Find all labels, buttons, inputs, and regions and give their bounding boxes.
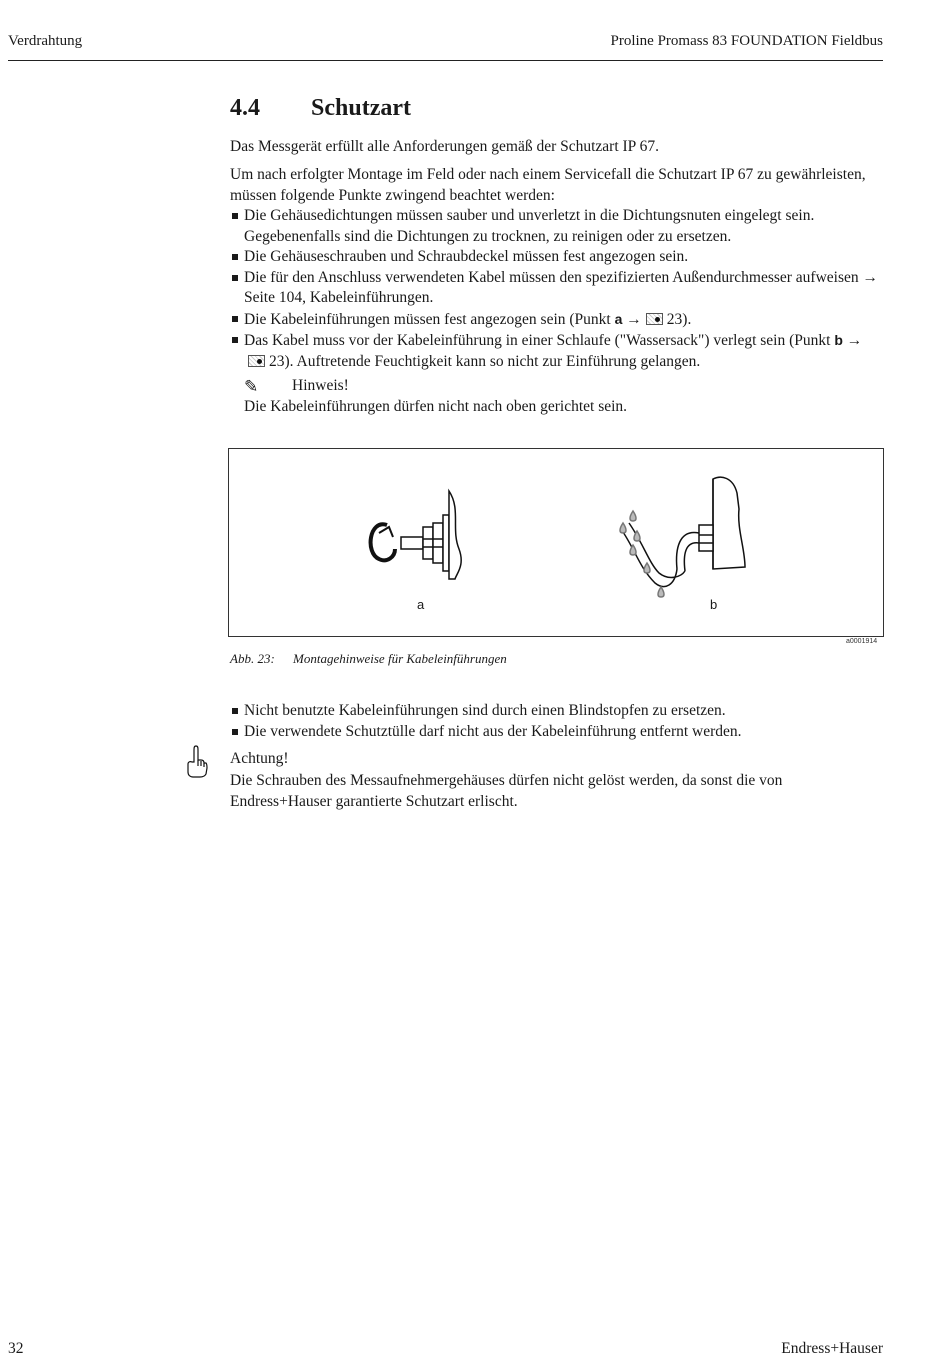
page-link[interactable]: Seite 104, Kabeleinführungen. [244,289,434,306]
section-title: Schutzart [311,95,411,121]
note-text: Die Kabeleinführungen dürfen nicht nach oben gerichtet sein. [244,398,628,415]
figure-code: a0001914 [846,638,878,645]
figure-ref-icon[interactable] [248,355,265,367]
header-rule [8,60,883,61]
additional-requirements-list [230,701,880,742]
figure-frame [228,448,884,637]
running-header-chapter: Verdrahtung [8,33,83,49]
requirements-list [230,206,880,372]
page-number: 32 [8,1340,24,1357]
list-item-text: Nicht benutzte Kabeleinführungen sind durch einen Blindstopfen zu ersetzen. [244,702,726,719]
figure-link[interactable]: 23). Auftretende Feuchtigkeit kann so nicht zur Einführung gelangen. [269,352,701,370]
figure-label-b: b [710,597,718,612]
list-item-text: Die Gehäuseschrauben und Schraubdeckel müssen fest angezogen sein. [244,248,689,265]
list-item [230,206,880,247]
figure-ref-icon[interactable] [646,313,663,325]
figure-caption-text: Montagehinweise für Kabeleinführungen [293,651,507,666]
list-item-text: Die verwendete Schutztülle darf nicht aus der Kabeleinführung entfernt werden. [244,722,742,740]
pencil-icon: ✎ [244,377,259,396]
warning-text: Die Schrauben des Messaufnehmergehäuses dürfen nicht gelöst werden, da sonst die von Endress+Hauser garantierte Schutzart erlischt. [230,772,783,810]
footer-brand: Endress+Hauser [781,1340,883,1357]
arrow-icon: → [862,268,879,286]
arrow-icon: → [626,310,642,328]
note-label: Hinweis! [292,377,349,394]
list-item [230,268,880,309]
list-item-text: Das Kabel muss vor der Kabeleinführung in einer Schlaufe ("Wassersack") verlegt sein (Punkt [244,332,831,349]
list-item-text: Die für den Anschluss verwendeten Kabel müssen den spezifizierten Außendurchmesser aufweisen [244,268,859,286]
cable-gland-illustration [229,449,883,636]
list-item [230,722,880,743]
arrow-icon: → [846,332,863,349]
figure-label-a: a [417,597,425,612]
figure-caption-number: Abb. 23: [230,651,275,666]
list-item [230,330,880,372]
section-number: 4.4 [230,95,260,121]
intro-paragraph: Das Messgerät erfüllt alle Anforderungen gemäß der Schutzart IP 67. [230,138,659,155]
running-header-product: Proline Promass 83 FOUNDATION Fieldbus [610,33,883,49]
list-item [230,247,880,268]
point-key: a [614,310,623,327]
point-key: b [834,332,843,348]
requirements-paragraph: Um nach erfolgter Montage im Feld oder nach einem Servicefall die Schutzart IP 67 zu gewährleisten, müssen folgende Punkte zwingend beachtet werden: [230,166,866,204]
list-item-text: Die Gehäusedichtungen müssen sauber und unverletzt in die Dichtungsnuten eingelegt sein. Gegebenenfalls sind die Dichtungen zu trocknen, zu reinigen oder zu ersetzen. [244,207,815,245]
list-item [230,309,880,331]
list-item-text: Die Kabeleinführungen müssen fest angezogen sein (Punkt [244,310,611,328]
warning-label: Achtung! [230,750,289,767]
list-item [230,701,880,722]
figure-link[interactable]: 23). [666,310,692,328]
pointing-hand-icon [186,744,208,783]
